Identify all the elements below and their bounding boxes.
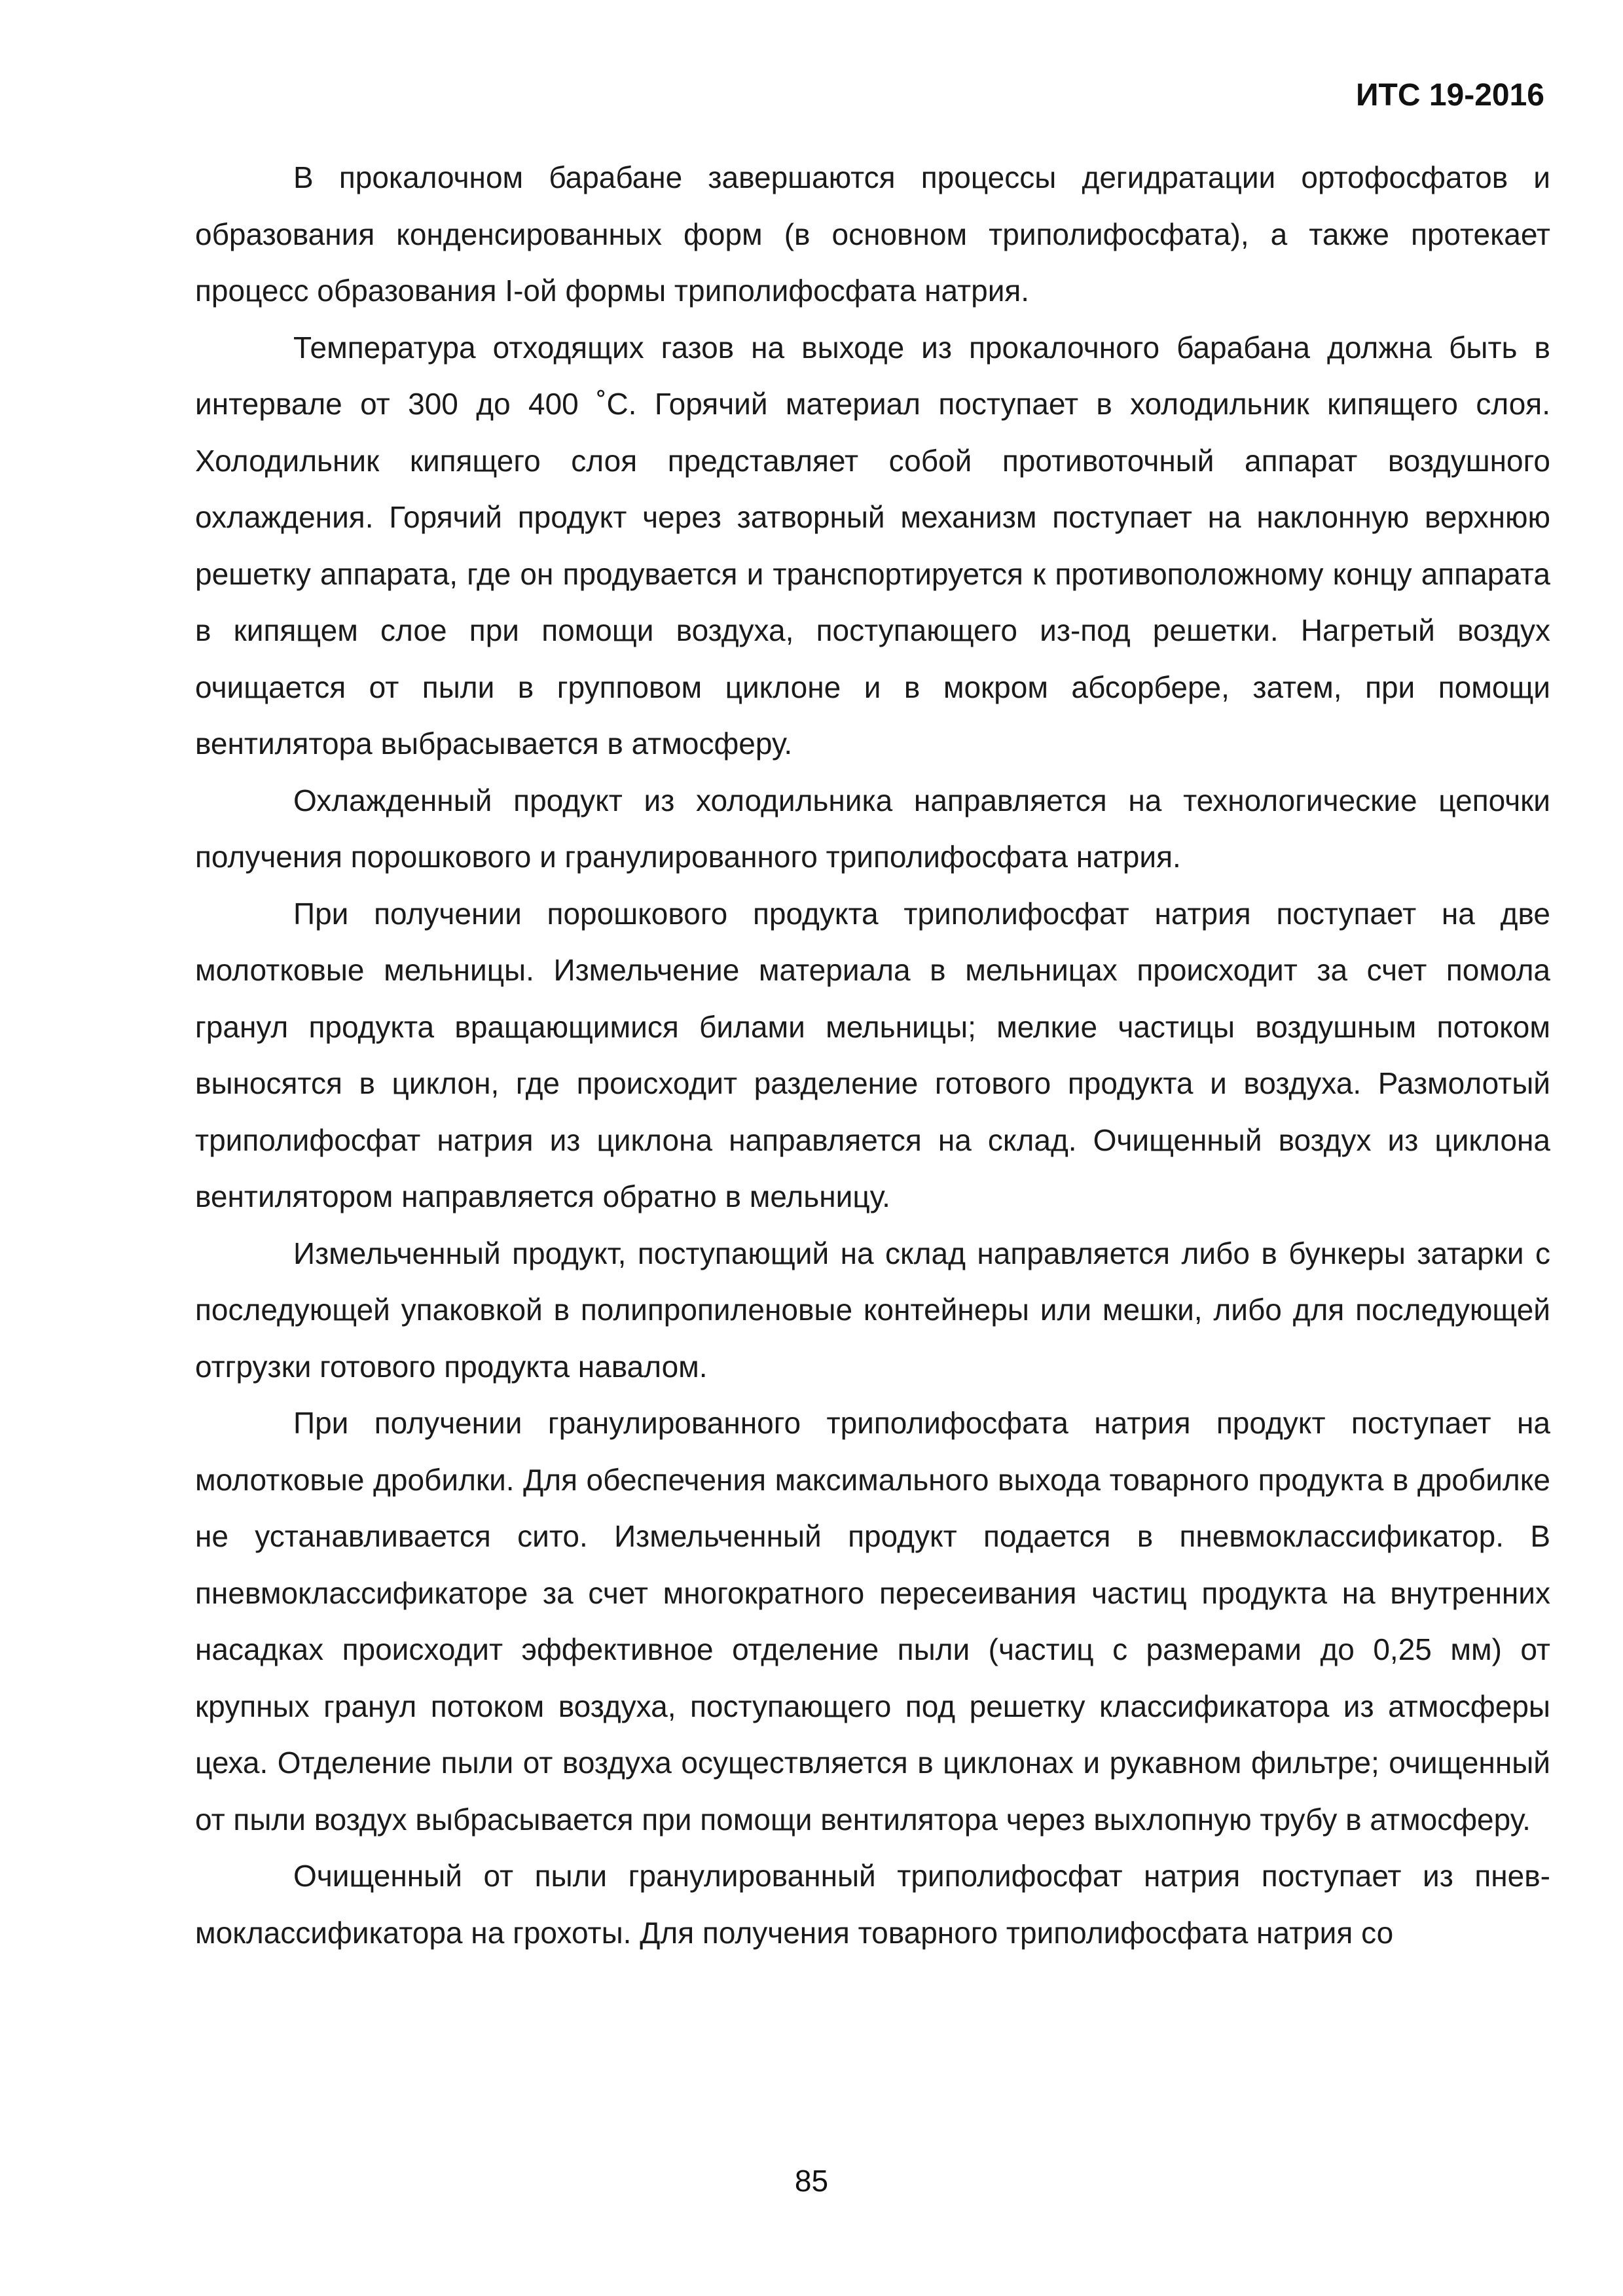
paragraph: Очищенный от пыли гранулированный триполифосфат натрия поступает из пневмоклассификатора на грохоты. Для получения товарного триполифосфата натрия со [195,1859,1550,1950]
paragraph: При получении порошкового продукта триполифосфат натрия поступает на две молотковые мельницы. Измельчение материала в мельницах происходит за счет помола гранул продукта вращающимися билами мельницы; мелкие частицы воздушным потоком выносятся в циклон, где происходит разделение готового продукта и воздуха. Размолотый триполифосфат натрия из циклона направляется на склад. Очищенный воздух из циклона вентилятором направляется обратно в мельницу. [195,896,1550,1213]
page-number: 85 [794,2164,829,2198]
page-header: ИТС 19-2016 [1356,78,1544,113]
paragraph: В прокалочном барабане завершаются процессы дегидратации ортофосфатов и образования конденсированных форм (в основном триполифосфата), а также протекает процесс образования I-ой формы триполифосфата натрия. [195,160,1550,308]
paragraph: При получении гранулированного триполифосфата натрия продукт поступает на молотковые дробилки. Для обеспечения максимального выхода товарного продукта в дробилке не устанавливается сито. Измельченный продукт подается в пневмоклассификатор. В пневмоклассификаторе за счет многократного пересеивания частиц продукта на внутренних насадках происходит эффективное отделение пыли (частиц с размерами до 0,25 мм) от крупных гранул потоком воздуха, поступающего под решетку классификатора из атмосферы цеха. Отделение пыли от воздуха осуществляется в циклонах и рукавном фильтре; очищенный от пыли воздух выбрасывается при помощи вентилятора через выхлопную трубу в атмосферу. [195,1406,1550,1837]
body-text [195,149,1550,1961]
paragraph: Измельченный продукт, поступающий на склад направляется либо в бункеры затарки с последующей упаковкой в полипропиленовые контейнеры или мешки, либо для последующей отгрузки готового продукта навалом. [195,1236,1550,1384]
paragraph: Температура отходящих газов на выходе из прокалочного барабана должна быть в интервале от 300 до 400 ˚С. Горячий материал поступает в холодильник кипящего слоя. Холодильник кипящего слоя представляет собой противоточный аппарат воздушного охлаждения. Горячий продукт через затворный механизм поступает на наклонную верхнюю решетку аппарата, где он продувается и транспортируется к противоположному концу аппарата в кипящем слое при помощи воздуха, поступающего из-под решетки. Нагретый воздух очищается от пыли в групповом циклоне и в мокром абсорбере, затем, при помощи вентилятора выбрасывается в атмосферу. [195,330,1550,761]
paragraph: Охлажденный продукт из холодильника направляется на технологические цепочки получения порошкового и гранулированного триполифосфата натрия. [195,783,1550,874]
